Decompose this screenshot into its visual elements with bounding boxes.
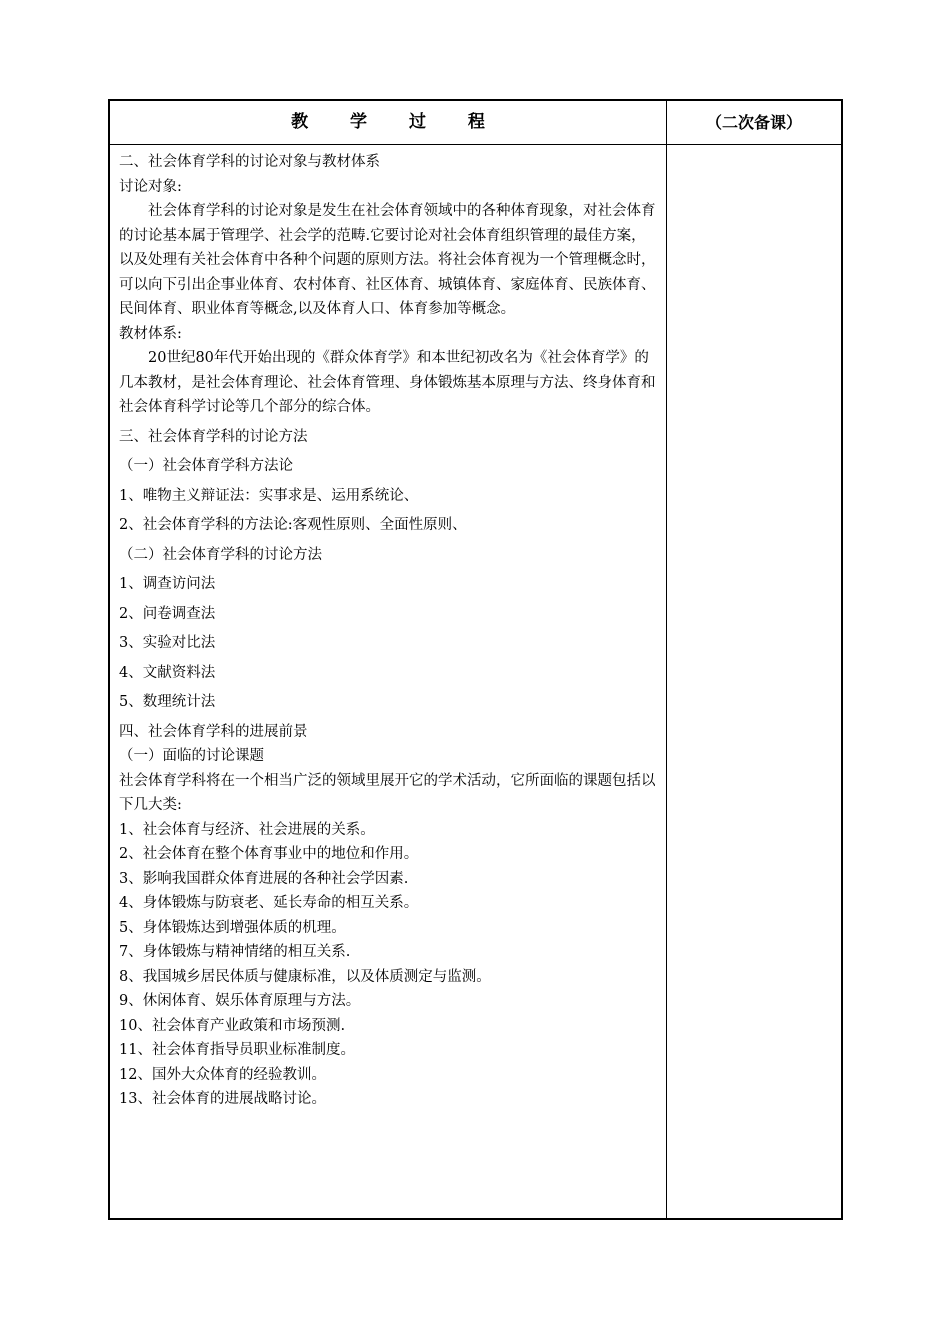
list-item: 13、社会体育的进展战略讨论。 — [119, 1091, 326, 1107]
textbook-system-label: 教材体系: — [119, 325, 182, 342]
list-item: 1、唯物主义辩证法：实事求是、运用系统论、 — [119, 487, 419, 504]
list-item: 2、问卷调查法 — [119, 605, 216, 622]
section-2-heading: 二、社会体育学科的讨论对象与教材体系 — [119, 154, 380, 170]
section-3-sub-1: （一）社会体育学科方法论 — [119, 458, 293, 474]
list-item: 1、调查访问法 — [119, 576, 216, 592]
column-title-second-preparation: （二次备课） — [705, 113, 802, 132]
section-4-intro: 社会体育学科将在一个相当广泛的领域里展开它的学术活动，它所面临的课题包括以下几大类: — [119, 772, 656, 813]
list-item: 1、社会体育与经济、社会进展的关系。 — [119, 821, 375, 838]
column-title-teaching-process: 教 学 过 程 — [291, 112, 503, 132]
lesson-table — [108, 99, 843, 1220]
list-item: 2、社会体育学科的方法论:客观性原则、全面性原则、 — [119, 517, 467, 533]
textbook-system-paragraph: 20世纪80年代开始出现的《群众体育学》和本世纪初改名为《社会体育学》的几本教材，是社会体育理论、社会体育管理、身体锻炼基本原理与方法、终身体育和社会体育科学讨论等几个部分的综合体。 — [119, 350, 656, 415]
list-item: 4、身体锻炼与防衰老、延长寿命的相互关系。 — [119, 895, 419, 911]
list-item: 9、休闲体育、娱乐体育原理与方法。 — [119, 993, 361, 1009]
list-item: 2、社会体育在整个体育事业中的地位和作用。 — [119, 846, 419, 862]
list-item: 3、实验对比法 — [119, 635, 216, 651]
section-3-heading: 三、社会体育学科的讨论方法 — [119, 428, 308, 445]
list-item: 8、我国城乡居民体质与健康标准，以及体质测定与监测。 — [119, 968, 491, 985]
section-4-heading: 四、社会体育学科的进展前景 — [119, 723, 308, 740]
column-divider — [666, 101, 667, 1218]
table-header-row — [110, 101, 841, 145]
research-object-paragraph: 社会体育学科的讨论对象是发生在社会体育领域中的各种体育现象，对社会体育的讨论基本属于管理学、社会学的范畴.它要讨论对社会体育组织管理的最佳方案，以及处理有关社会体育中各种个问题的原则方法。将社会体育视为一个管理概念时，可以向下引出企事业体育、农村体育、社区体育、城镇体育、家庭体育、民族体育、民间体育、职业体育等概念,以及体育人口、体育参加等概念。 — [119, 203, 656, 317]
list-item: 5、身体锻炼达到增强体质的机理。 — [119, 919, 346, 936]
list-item: 12、国外大众体育的经验教训。 — [119, 1066, 326, 1083]
list-item: 4、文献资料法 — [119, 664, 216, 681]
teaching-content — [119, 150, 659, 1112]
list-item: 11、社会体育指导员职业标准制度。 — [119, 1042, 355, 1058]
research-object-label: 讨论对象: — [119, 178, 182, 195]
list-item: 7、身体锻炼与精神情绪的相互关系. — [119, 944, 351, 960]
section-4-sub-1: （一）面临的讨论课题 — [119, 748, 264, 764]
list-item: 5、数理统计法 — [119, 694, 216, 710]
section-3-sub-2: （二）社会体育学科的讨论方法 — [119, 546, 322, 563]
list-item: 10、社会体育产业政策和市场预测. — [119, 1017, 346, 1034]
list-item: 3、影响我国群众体育进展的各种社会学因素. — [119, 870, 409, 887]
